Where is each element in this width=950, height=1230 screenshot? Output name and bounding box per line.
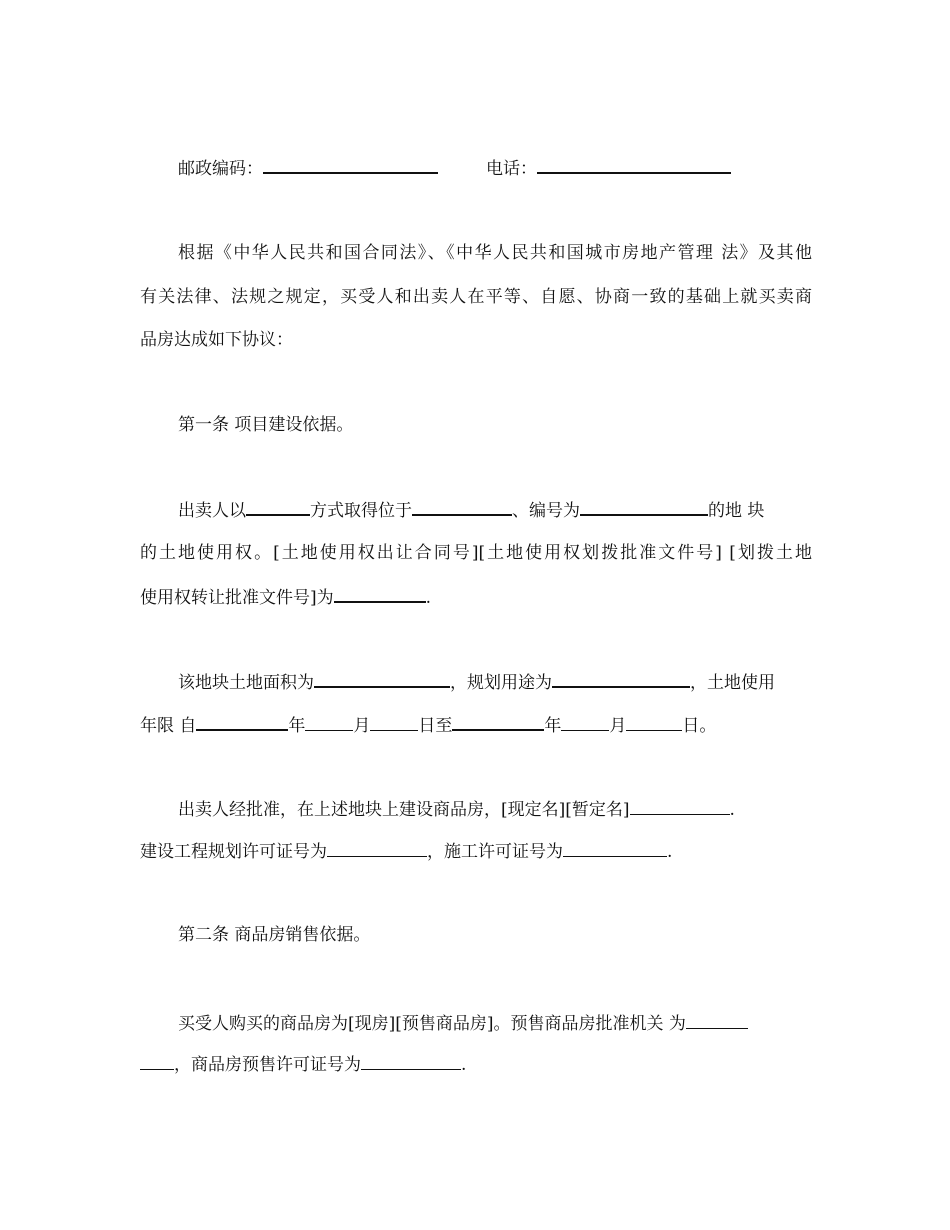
phone-label: 电话： <box>486 159 537 179</box>
acquire-method-blank[interactable] <box>246 498 310 516</box>
text-transfer-approval: 使用权转让批准文件号]为 <box>140 588 334 608</box>
period: . <box>461 1055 467 1075</box>
text-of-plot: 的地 块 <box>708 501 765 521</box>
article2-heading: 第二条 商品房销售依据。 <box>178 925 371 945</box>
text-number-is: 、编号为 <box>512 501 580 521</box>
period: . <box>667 842 673 862</box>
text-month-2: 月 <box>609 716 627 736</box>
article1-heading: 第一条 项目建设依据。 <box>178 415 354 435</box>
article1-p1-line1 <box>178 498 812 522</box>
text-day-end: 日。 <box>682 716 717 736</box>
end-year-blank[interactable] <box>452 713 544 731</box>
text-seller-by: 出卖人以 <box>178 501 246 521</box>
planned-use-blank[interactable] <box>552 670 690 688</box>
text-year: 年 <box>288 716 306 736</box>
postcode-label: 邮政编码： <box>178 159 263 179</box>
article1-p1-line2: 的土地使用权。[土地使用权出让合同号][土地使用权划拨批准文件号] [划拨土地 <box>140 543 812 563</box>
location-blank[interactable] <box>412 498 512 516</box>
start-year-blank[interactable] <box>196 713 288 731</box>
construction-permit-blank[interactable] <box>563 840 667 857</box>
approval-authority-blank-cont[interactable] <box>140 1053 174 1070</box>
phone-blank[interactable] <box>537 156 731 174</box>
article2-p1-line2 <box>140 1053 812 1076</box>
text-land-area: 该地块土地面积为 <box>178 673 314 693</box>
text-planning-permit: 建设工程规划许可证号为 <box>140 842 327 862</box>
intro-line-2: 有关法律、法规之规定，买受人和出卖人在平等、自愿、协商一致的基础上就买卖商 <box>140 287 812 307</box>
article2-p1-line1 <box>178 1012 812 1035</box>
article1-p2-line2 <box>140 713 812 737</box>
project-name-blank[interactable] <box>630 798 730 815</box>
text-land-use: ，土地使用 <box>690 673 775 693</box>
article1-p3-line1 <box>178 798 812 821</box>
end-month-blank[interactable] <box>561 714 609 731</box>
period: . <box>729 800 735 820</box>
land-area-blank[interactable] <box>314 670 450 688</box>
text-term-from: 年限 自 <box>140 716 197 736</box>
start-month-blank[interactable] <box>305 714 353 731</box>
intro-line-3: 品房达成如下协议： <box>140 330 293 350</box>
postcode-blank[interactable] <box>263 156 438 174</box>
text-planned-use: ，规划用途为 <box>450 673 552 693</box>
approval-authority-blank[interactable] <box>686 1012 748 1029</box>
article1-p2-line1 <box>178 670 812 694</box>
intro-line-1: 根据《中华人民共和国合同法》、《中华人民共和国城市房地产管理 法》及其他 <box>178 243 812 263</box>
text-purchased-housing: 买受人购买的商品房为[现房][预售商品房]。预售商品房批准机关 为 <box>178 1014 686 1034</box>
text-presale-permit: ，商品房预售许可证号为 <box>174 1055 361 1075</box>
start-day-blank[interactable] <box>370 714 418 731</box>
text-construction-permit: ，施工许可证号为 <box>427 842 563 862</box>
text-approved-build: 出卖人经批准，在上述地块上建设商品房，[现定名][暂定名] <box>178 800 630 820</box>
article1-p3-line2 <box>140 840 812 863</box>
text-month: 月 <box>353 716 371 736</box>
presale-permit-blank[interactable] <box>361 1053 461 1070</box>
plot-number-blank[interactable] <box>580 498 708 516</box>
article1-p1-line3 <box>140 585 812 609</box>
text-method-located: 方式取得位于 <box>310 501 412 521</box>
end-day-blank[interactable] <box>626 714 682 731</box>
contact-line <box>178 156 812 180</box>
period: . <box>425 588 432 608</box>
text-day-to: 日至 <box>418 716 453 736</box>
approval-number-blank[interactable] <box>334 585 426 603</box>
planning-permit-blank[interactable] <box>327 840 427 857</box>
text-year-2: 年 <box>544 716 562 736</box>
